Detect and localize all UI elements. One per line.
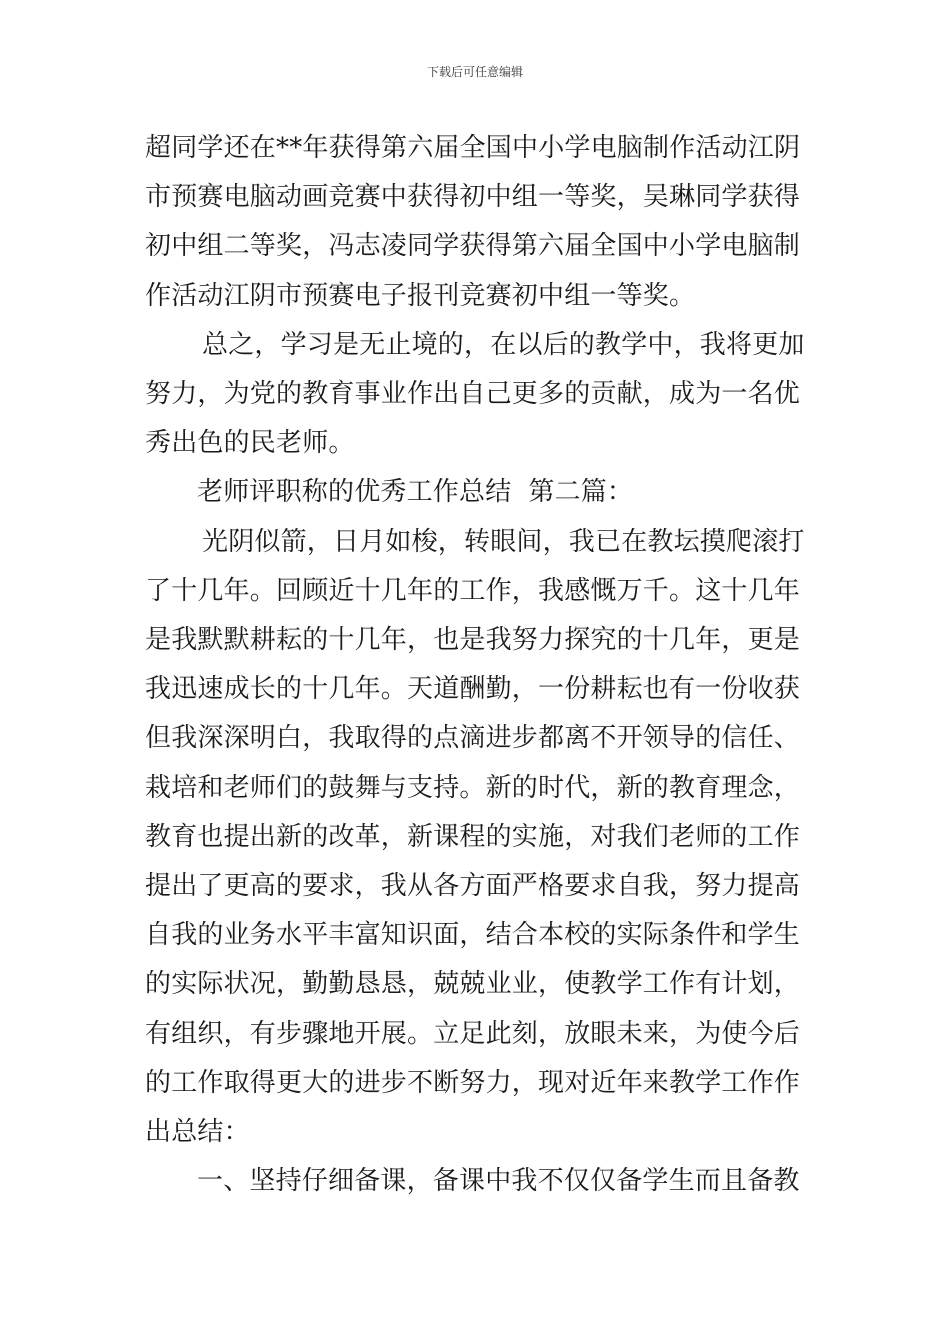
paragraph-point-one: [145, 1157, 807, 1206]
text-line: 作活动江阴市预赛电子报刊竞赛初中组一等奖。: [145, 280, 696, 311]
paragraph-review: [145, 518, 807, 1158]
text-line: 总之，学习是无止境的，在以后的教学中，我将更加: [202, 329, 805, 360]
text-line: 光阴似箭，日月如梭，转眼间，我已在教坛摸爬滚打: [202, 526, 805, 557]
text-line: 的工作取得更大的进步不断努力，现对近年来教学工作作: [145, 1067, 801, 1098]
text-line: 了十几年。回顾近十几年的工作，我感慨万千。这十几年: [145, 575, 801, 606]
text-line: 超同学还在**年获得第六届全国中小学电脑制作活动江阴: [145, 133, 801, 163]
text-line: 一、坚持仔细备课，备课中我不仅仅备学生而且备教: [197, 1166, 800, 1197]
text-line: 是我默默耕耘的十几年，也是我努力探究的十几年，更是: [145, 625, 801, 656]
page-header: 下载后可任意编辑: [426, 65, 523, 79]
text-line: 教育也提出新的改革，新课程的实施，对我们老师的工作: [145, 821, 801, 852]
paragraph-award-continuation: [145, 124, 807, 321]
document-body: [145, 124, 807, 1206]
text-line: 努力，为党的教育事业作出自己更多的贡献，成为一名优: [145, 379, 801, 410]
text-line: 出总结：: [145, 1117, 250, 1148]
text-line: 我迅速成长的十几年。天道酬勤，一份耕耘也有一份收获: [145, 674, 801, 705]
text-line: 市预赛电脑动画竞赛中获得初中组一等奖，吴琳同学获得: [145, 182, 801, 213]
text-line: 初中组二等奖，冯志凌同学获得第六届全国中小学电脑制: [145, 231, 801, 262]
text-line: 的实际状况，勤勤恳恳，兢兢业业，使教学工作有计划，: [145, 969, 801, 1000]
text-line: 有组织，有步骤地开展。立足此刻，放眼未来，为使今后: [145, 1018, 801, 1049]
text-line: 栽培和老师们的鼓舞与支持。新的时代，新的教育理念，: [145, 772, 801, 803]
section-heading: [145, 468, 807, 517]
paragraph-conclusion: [145, 321, 807, 469]
text-line: 但我深深明白，我取得的点滴进步都离不开领导的信任、: [145, 723, 801, 754]
text-line: 提出了更高的要求，我从各方面严格要求自我，努力提高: [145, 871, 801, 902]
text-line: 秀出色的民老师。: [145, 428, 355, 459]
section-title: 老师评职称的优秀工作总结 第二篇：: [197, 477, 634, 508]
text-line: 自我的业务水平丰富知识面，结合本校的实际条件和学生: [145, 920, 801, 951]
